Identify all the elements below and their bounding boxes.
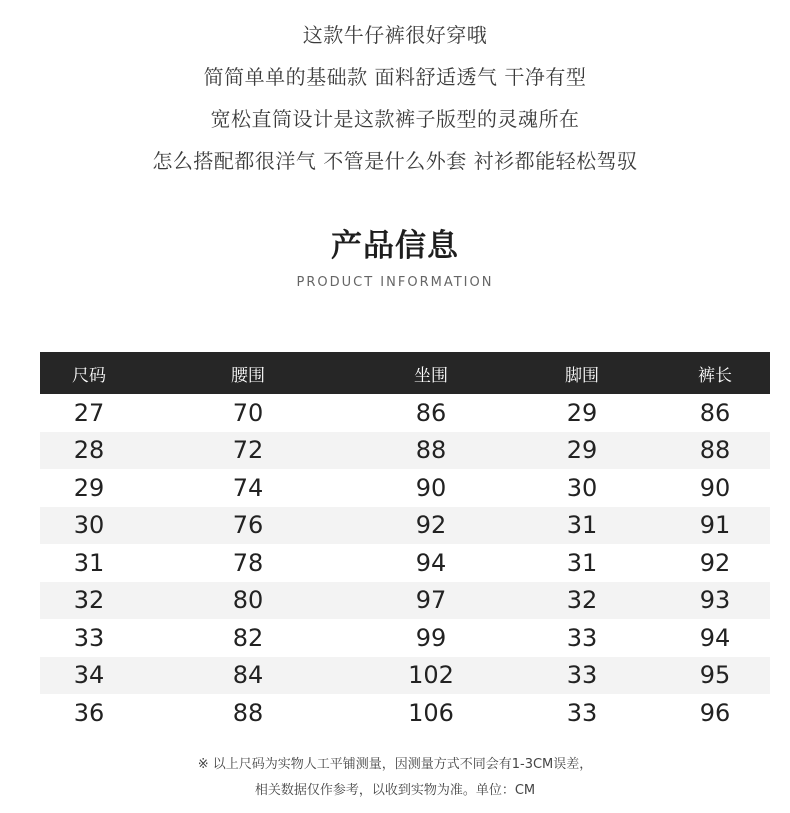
intro-line: 宽松直筒设计是这款裤子版型的灵魂所在 xyxy=(210,107,580,131)
cell-length: 95 xyxy=(660,657,770,695)
cell-length: 93 xyxy=(660,582,770,620)
cell-waist: 84 xyxy=(138,657,358,695)
cell-waist: 76 xyxy=(138,507,358,545)
cell-hip: 99 xyxy=(415,623,447,652)
cell-length: 86 xyxy=(699,398,731,427)
cell-hip: 106 xyxy=(408,698,454,727)
header-leg-opening: 脚围 xyxy=(504,352,660,394)
cell-size: 32 xyxy=(40,582,138,620)
cell-length: 92 xyxy=(699,548,731,577)
cell-leg-opening: 33 xyxy=(566,623,598,652)
table-row xyxy=(40,582,770,620)
cell-hip: 90 xyxy=(415,473,447,502)
cell-waist: 82 xyxy=(232,623,264,652)
size-table xyxy=(40,352,770,732)
cell-size: 27 xyxy=(73,398,105,427)
cell-hip: 97 xyxy=(358,582,504,620)
header-hip: 坐围 xyxy=(358,352,504,394)
section-subtitle: PRODUCT INFORMATION xyxy=(296,275,494,290)
table-header-row xyxy=(40,352,770,394)
measurement-notes xyxy=(0,752,790,804)
section-heading xyxy=(0,226,790,292)
cell-size: 29 xyxy=(73,473,105,502)
table-row xyxy=(40,619,770,657)
intro-line: 这款牛仔裤很好穿哦 xyxy=(302,23,488,47)
cell-size: 31 xyxy=(73,548,105,577)
cell-length: 91 xyxy=(660,507,770,545)
table-row xyxy=(40,469,770,507)
table-row xyxy=(40,657,770,695)
cell-length: 88 xyxy=(660,432,770,470)
table-row xyxy=(40,544,770,582)
cell-hip: 86 xyxy=(415,398,447,427)
cell-waist: 72 xyxy=(138,432,358,470)
table-row xyxy=(40,694,770,732)
cell-leg-opening: 33 xyxy=(504,657,660,695)
cell-hip: 102 xyxy=(358,657,504,695)
cell-waist: 78 xyxy=(232,548,264,577)
header-length: 裤长 xyxy=(660,352,770,394)
table-row xyxy=(40,507,770,545)
cell-length: 90 xyxy=(699,473,731,502)
cell-leg-opening: 32 xyxy=(504,582,660,620)
cell-leg-opening: 29 xyxy=(504,432,660,470)
cell-size: 33 xyxy=(73,623,105,652)
section-title: 产品信息 xyxy=(331,228,459,264)
cell-waist: 80 xyxy=(138,582,358,620)
cell-size: 34 xyxy=(40,657,138,695)
cell-waist: 70 xyxy=(232,398,264,427)
cell-size: 30 xyxy=(40,507,138,545)
header-size: 尺码 xyxy=(40,352,138,394)
cell-leg-opening: 31 xyxy=(504,507,660,545)
cell-waist: 88 xyxy=(232,698,264,727)
cell-hip: 94 xyxy=(415,548,447,577)
intro-line: 怎么搭配都很洋气 不管是什么外套 衬衫都能轻松驾驭 xyxy=(152,149,638,173)
cell-leg-opening: 33 xyxy=(566,698,598,727)
cell-hip: 88 xyxy=(358,432,504,470)
cell-length: 94 xyxy=(699,623,731,652)
cell-length: 96 xyxy=(699,698,731,727)
intro-text xyxy=(0,14,790,182)
cell-size: 28 xyxy=(40,432,138,470)
cell-waist: 74 xyxy=(232,473,264,502)
cell-leg-opening: 31 xyxy=(566,548,598,577)
table-row xyxy=(40,432,770,470)
header-waist: 腰围 xyxy=(138,352,358,394)
note-line: 相关数据仅作参考，以收到实物为准。单位：CM xyxy=(254,783,536,798)
cell-leg-opening: 30 xyxy=(566,473,598,502)
cell-leg-opening: 29 xyxy=(566,398,598,427)
intro-line: 简简单单的基础款 面料舒适透气 干净有型 xyxy=(203,65,587,89)
note-line: ※ 以上尺码为实物人工平铺测量，因测量方式不同会有1-3CM误差， xyxy=(197,757,593,772)
cell-hip: 92 xyxy=(358,507,504,545)
table-row xyxy=(40,394,770,432)
cell-size: 36 xyxy=(73,698,105,727)
